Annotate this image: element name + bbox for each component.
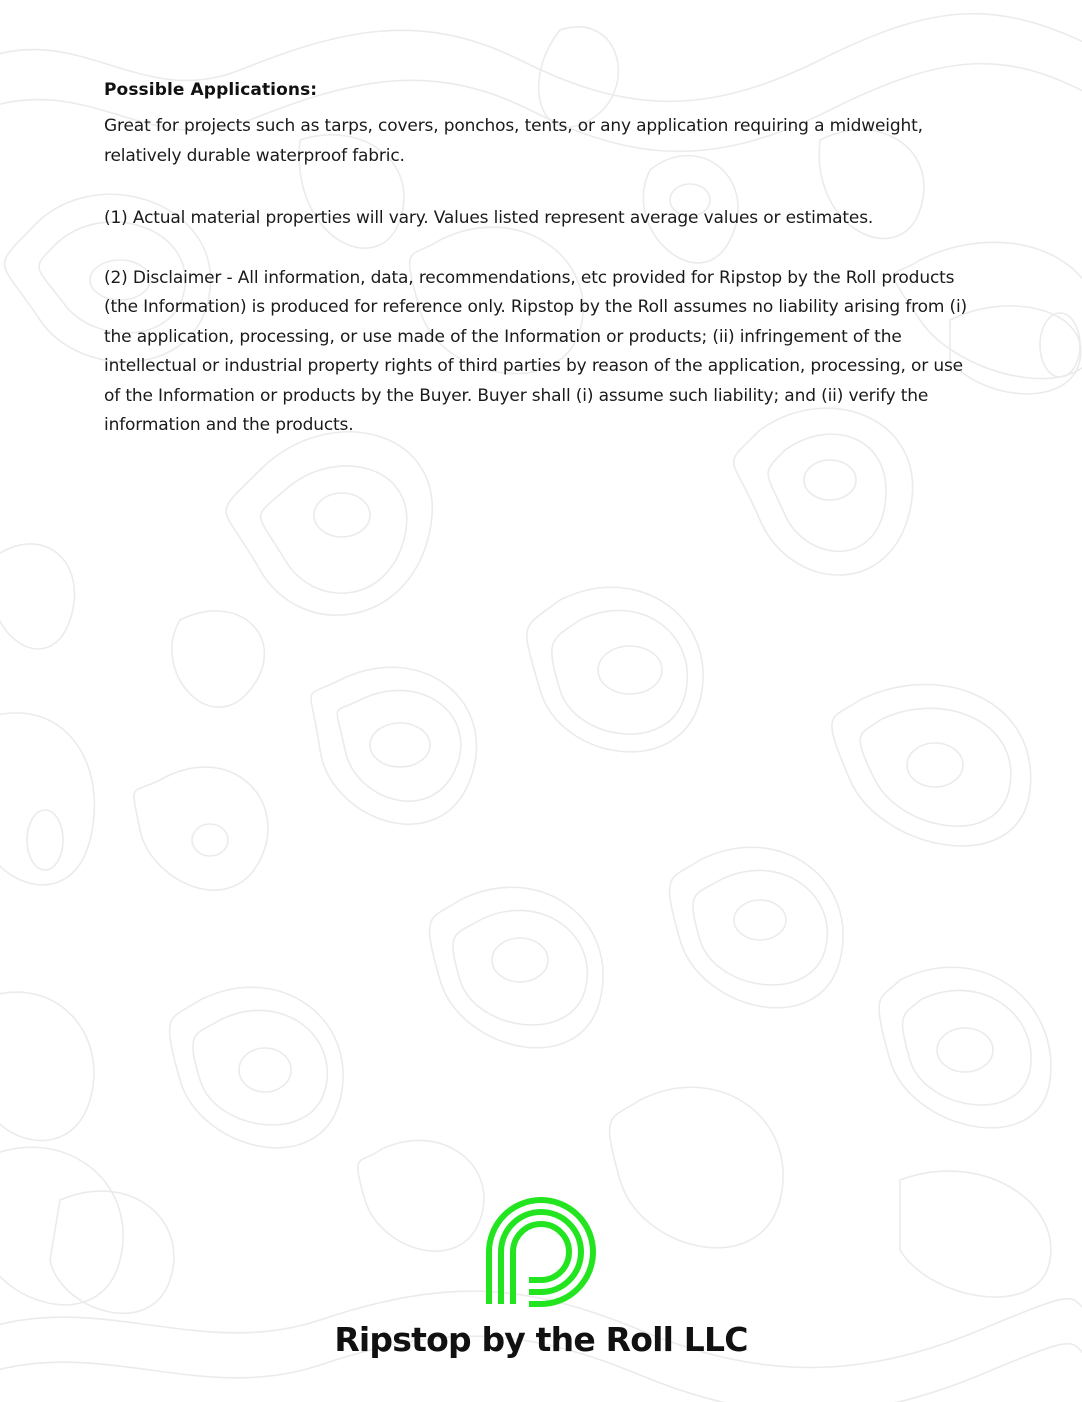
section-heading: Possible Applications: xyxy=(104,80,318,100)
company-footer xyxy=(0,1196,1082,1359)
footnote-1: (1) Actual material properties will vary. Values listed represent average values or estimates. xyxy=(104,208,874,228)
company-name: Ripstop by the Roll LLC xyxy=(334,1320,748,1359)
applications-paragraph: Great for projects such as tarps, covers, ponchos, tents, or any application requiring a midweight, relatively durable waterproof fabric. xyxy=(104,116,923,166)
footnote-2-disclaimer: (2) Disclaimer - All information, data, recommendations, etc provided for Ripstop by the Roll products (the Information) is produced for reference only. Ripstop by the Roll assumes no liability arising from (i) the application, processing, or use made of the Information or products; (ii) infringement of the intellectual or industrial property rights of third parties by reason of the application, processing, or use of the Information or products by the Buyer. Buyer shall (i) assume such liability; and (ii) verify the information and the products. xyxy=(104,267,968,435)
content-area xyxy=(104,80,974,441)
ripstop-roll-logo-icon xyxy=(485,1196,597,1308)
